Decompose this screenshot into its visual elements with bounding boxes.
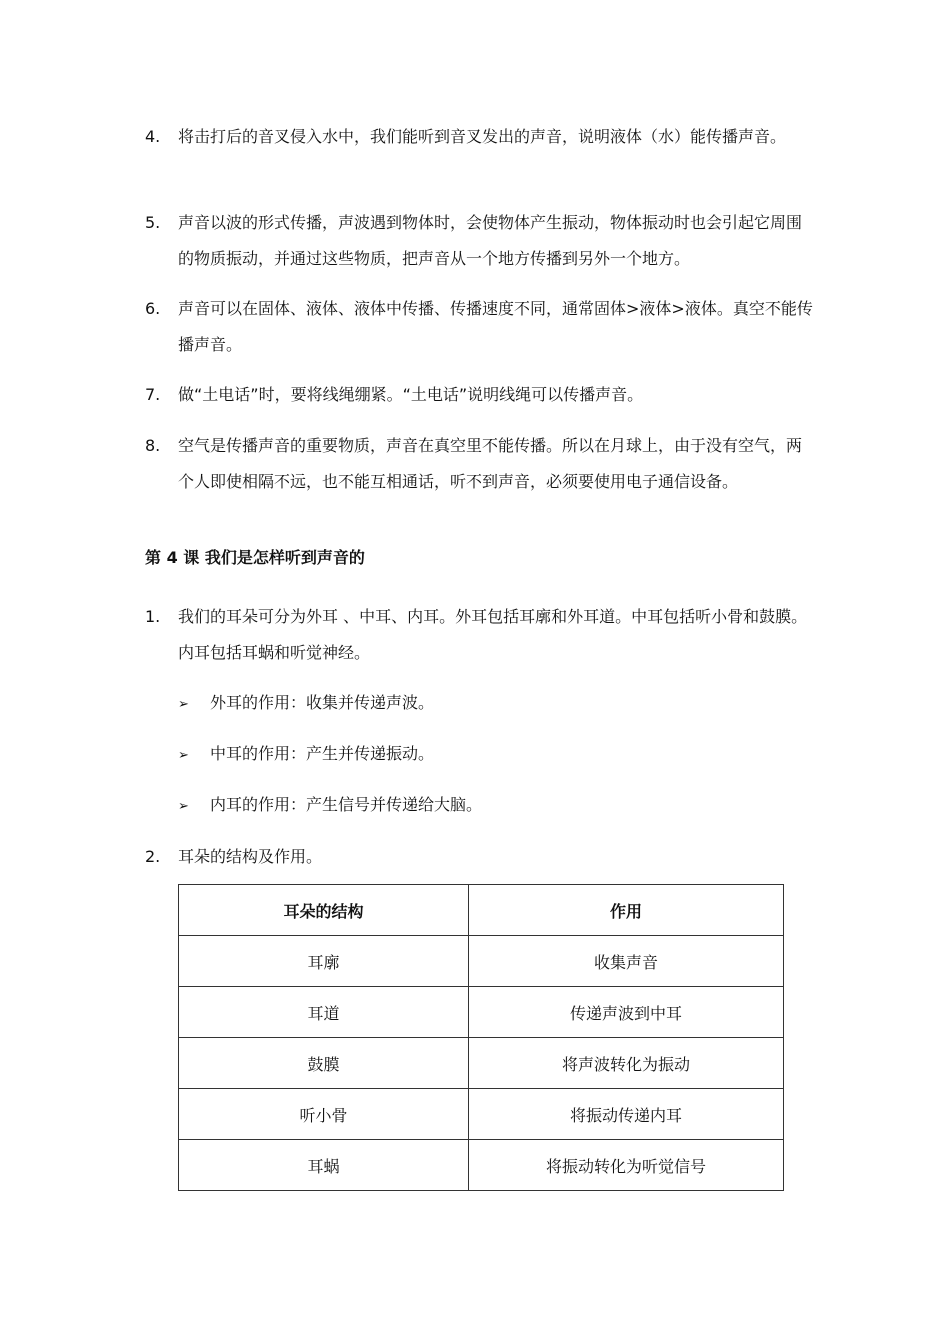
table-row — [179, 936, 784, 987]
list-text: 将击打后的音叉侵入水中，我们能听到音叉发出的声音，说明液体（水）能传播声音。 — [178, 127, 787, 146]
list-item-4 — [145, 119, 815, 155]
bullet-text: 中耳的作用：产生并传递振动。 — [210, 744, 435, 763]
list-number: 7. — [145, 385, 161, 404]
ear-structure-table — [178, 884, 784, 1191]
lesson-heading: 第 4 课 我们是怎样听到声音的 — [145, 548, 365, 567]
arrow-bullet-icon: ➢ — [178, 748, 189, 763]
list-item-6 — [145, 291, 815, 363]
list-item-7 — [145, 377, 815, 413]
table-row — [179, 987, 784, 1038]
list-text: 声音以波的形式传播，声波遇到物体时，会使物体产生振动，物体振动时也会引起它周围的物质振动，并通过这些物质，把声音从一个地方传播到另外一个地方。 — [178, 213, 803, 268]
bullet-item-middle-ear — [178, 743, 434, 767]
bullet-text: 内耳的作用：产生信号并传递给大脑。 — [210, 795, 483, 814]
list-number: 5. — [145, 213, 161, 232]
list-text: 声音可以在固体、液体、液体中传播、传播速度不同，通常固体>液体>液体。真空不能传播声音。 — [178, 299, 813, 354]
list-number: 1. — [145, 607, 161, 626]
list-item-8 — [145, 428, 815, 500]
list-number: 8. — [145, 436, 161, 455]
table-cell: 将振动传递内耳 — [469, 1089, 784, 1140]
bullet-item-inner-ear — [178, 794, 482, 818]
bullet-text: 外耳的作用：收集并传递声波。 — [210, 693, 435, 712]
table-row — [179, 1089, 784, 1140]
lesson-item-2 — [145, 839, 815, 875]
list-number: 4. — [145, 127, 161, 146]
table-cell: 将振动转化为听觉信号 — [469, 1140, 784, 1191]
list-text: 耳朵的结构及作用。 — [178, 847, 323, 866]
arrow-bullet-icon: ➢ — [178, 697, 189, 712]
list-number: 2. — [145, 847, 161, 866]
lesson-item-1 — [145, 599, 815, 671]
table-row — [179, 1038, 784, 1089]
table-cell: 将声波转化为振动 — [469, 1038, 784, 1089]
bullet-item-outer-ear — [178, 692, 434, 716]
table-cell: 耳道 — [179, 987, 469, 1038]
table-header-cell: 作用 — [469, 885, 784, 936]
table-row — [179, 1140, 784, 1191]
table-header-cell: 耳朵的结构 — [179, 885, 469, 936]
list-text: 我们的耳朵可分为外耳 、中耳、内耳。外耳包括耳廓和外耳道。中耳包括听小骨和鼓膜。内耳包括耳蜗和听觉神经。 — [178, 607, 808, 662]
list-number: 6. — [145, 299, 161, 318]
table-cell: 传递声波到中耳 — [469, 987, 784, 1038]
table-cell: 收集声音 — [469, 936, 784, 987]
table-cell: 耳廓 — [179, 936, 469, 987]
table-header-row — [179, 885, 784, 936]
list-text: 空气是传播声音的重要物质，声音在真空里不能传播。所以在月球上，由于没有空气，两个人即使相隔不远，也不能互相通话，听不到声音，必须要使用电子通信设备。 — [178, 436, 803, 491]
table-cell: 听小骨 — [179, 1089, 469, 1140]
arrow-bullet-icon: ➢ — [178, 799, 189, 814]
list-text: 做“土电话”时，要将线绳绷紧。“土电话”说明线绳可以传播声音。 — [178, 385, 644, 404]
list-item-5 — [145, 205, 815, 277]
table-cell: 鼓膜 — [179, 1038, 469, 1089]
table-cell: 耳蜗 — [179, 1140, 469, 1191]
